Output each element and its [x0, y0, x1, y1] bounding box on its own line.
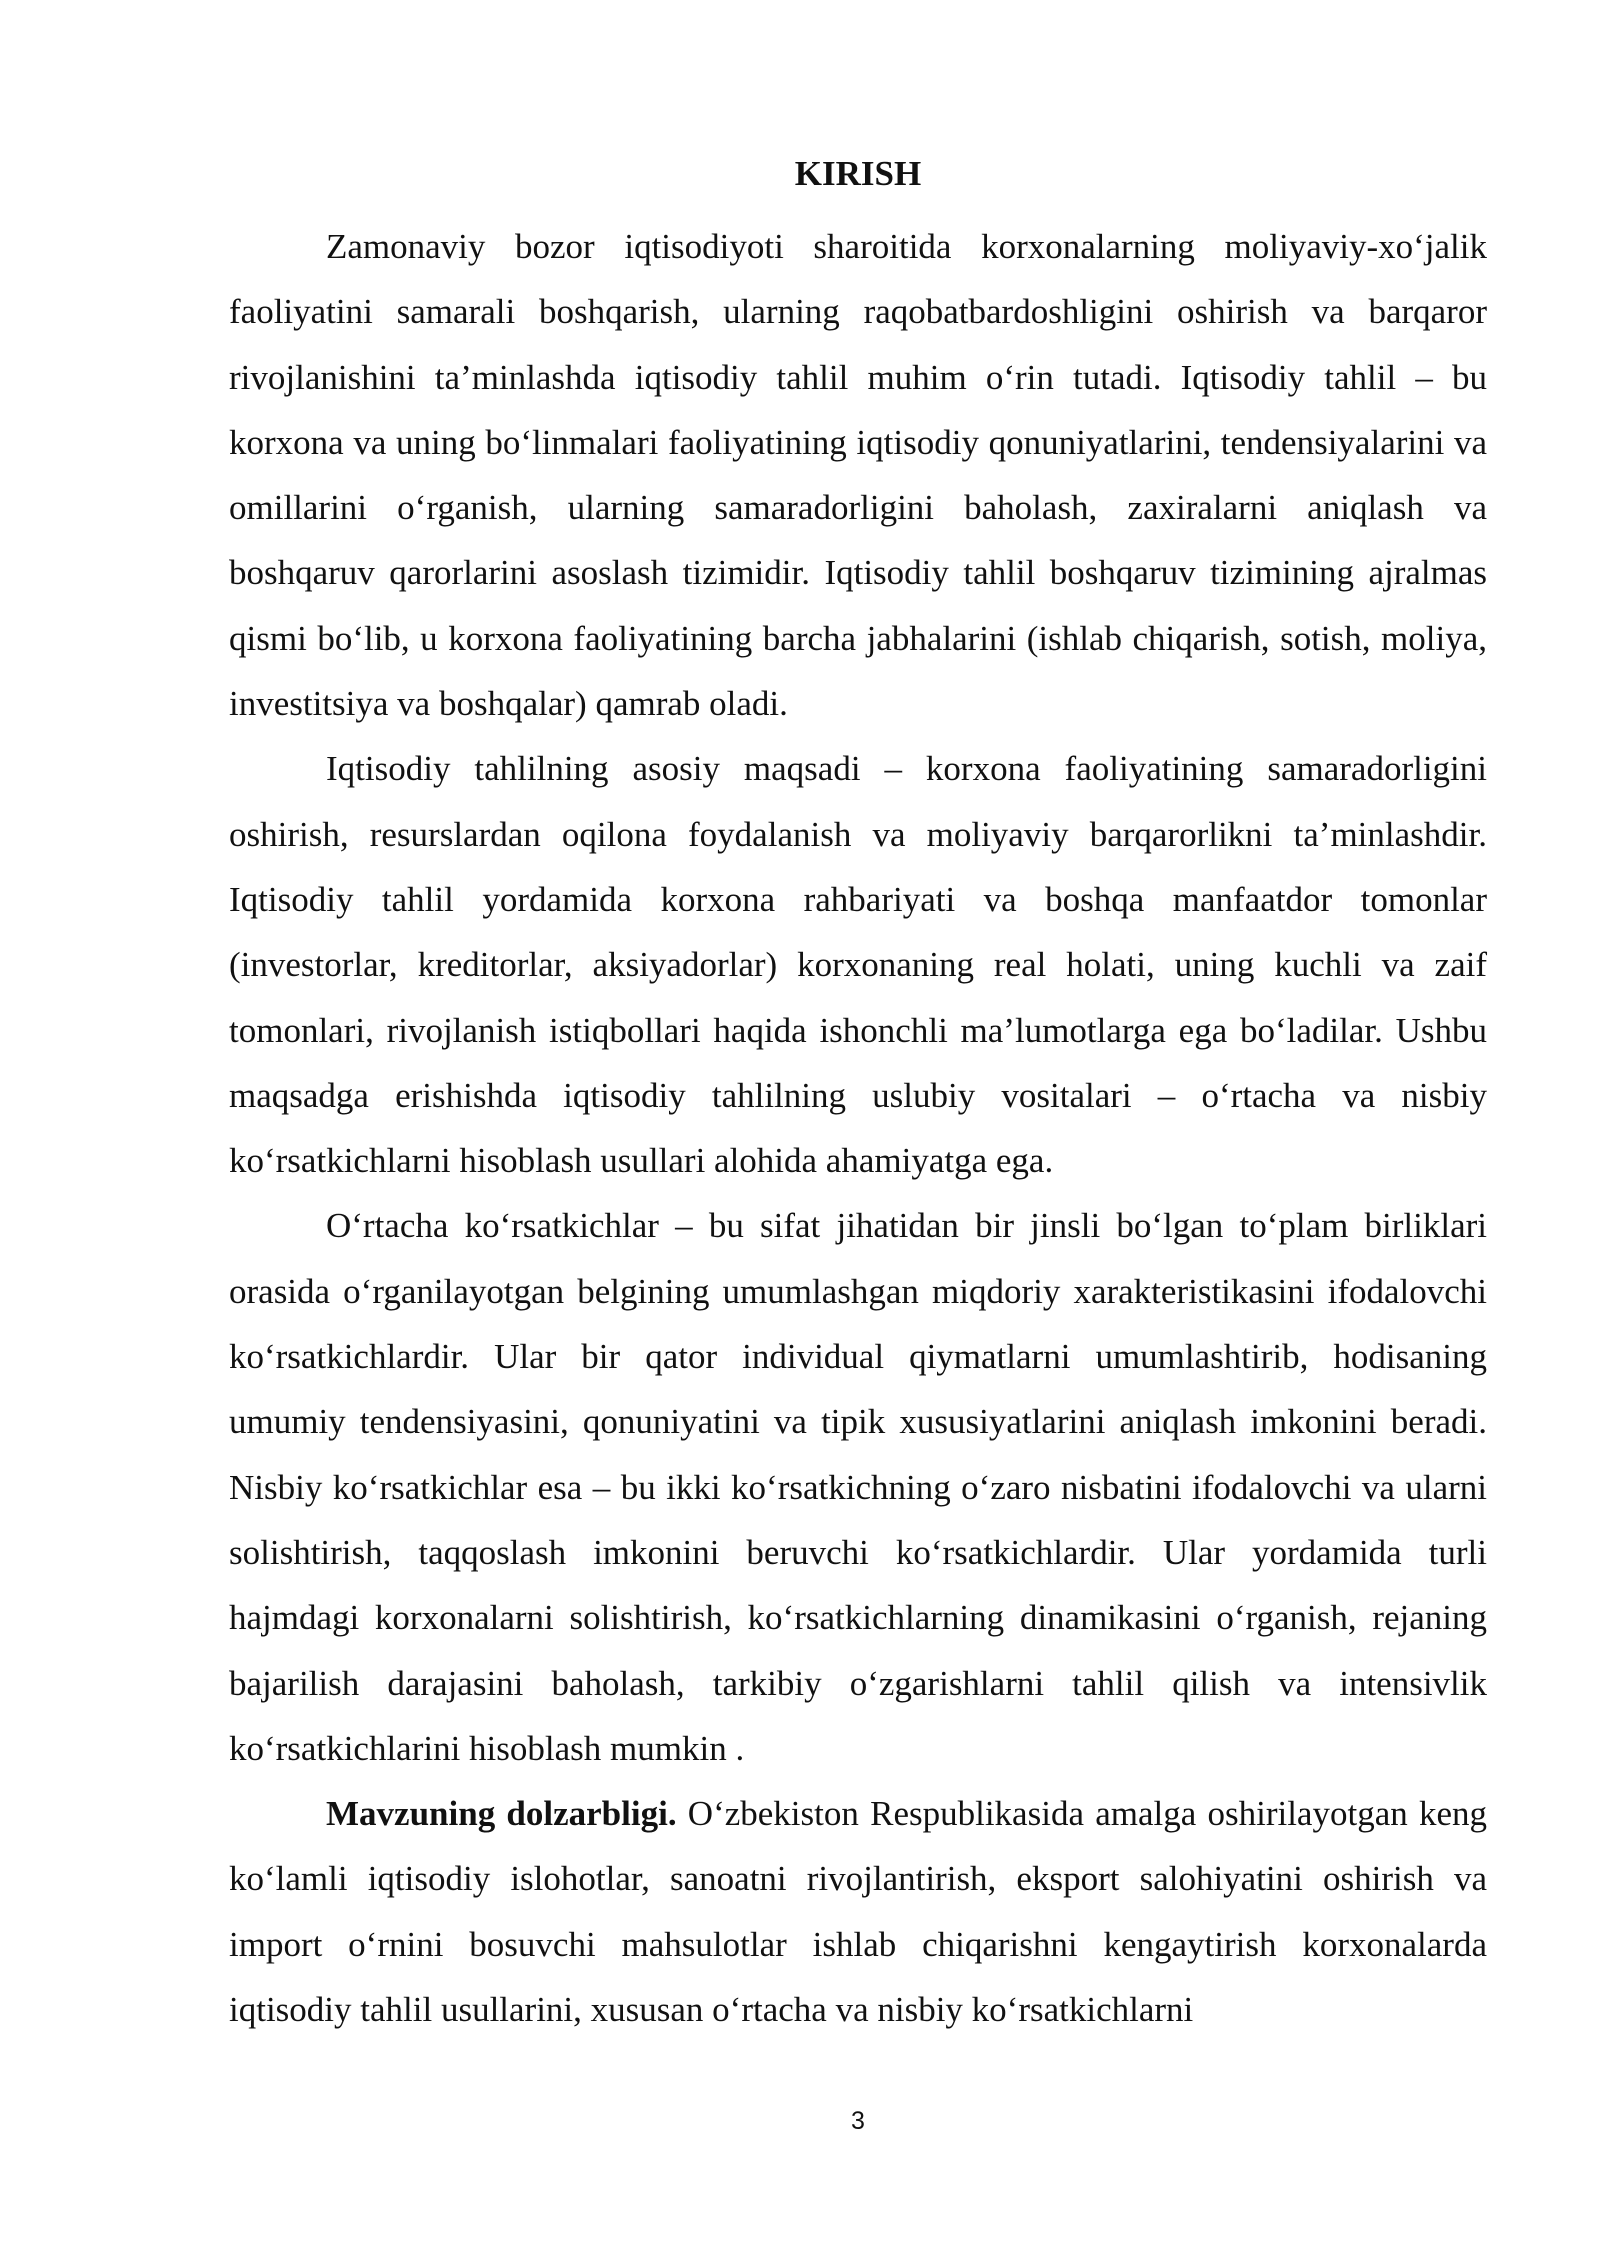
paragraph-lead: Mavzuning dolzarbligi. — [326, 1794, 677, 1834]
paragraph-introduction — [229, 214, 1487, 736]
paragraph-text: O‘zbekiston Respublikasida amalga oshirilayotgan keng ko‘lamli iqtisodiy islohotlar, sanoatni rivojlantirish, eksport salohiyatini oshirish va import o‘rnini bosuvchi mahsulotlar ishlab chiqarishni kengaytirish korxonalarda iqtisodiy tahlil usullarini, xususan o‘rtacha va nisbiy ko‘rsatkichlarni — [229, 1794, 1487, 2030]
paragraph-relevance — [229, 1781, 1487, 2042]
paragraph-text: Iqtisodiy tahlilning asosiy maqsadi – korxona faoliyatining samaradorligini oshirish, resurslardan oqilona foydalanish va moliyaviy barqarorlikni ta’minlashdir. Iqtisodiy tahlil yordamida korxona rahbariyati va boshqa manfaatdor tomonlar (investorlar, kreditorlar, aksiyadorlar) korxonaning real holati, uning kuchli va zaif tomonlari, rivojlanish istiqbollari haqida ishonchli ma’lumotlarga ega bo‘ladilar. Ushbu maqsadga erishishda iqtisodiy tahlilning uslubiy vositalari – o‘rtacha va nisbiy ko‘rsatkichlarni hisoblash usullari alohida ahamiyatga ega. — [229, 749, 1487, 1181]
page-number: 3 — [851, 2107, 865, 2135]
body-text — [229, 214, 1487, 2042]
paragraph-indicators — [229, 1193, 1487, 1781]
section-heading: KIRISH — [794, 154, 922, 193]
paragraph-text: O‘rtacha ko‘rsatkichlar – bu sifat jihatidan bir jinsli bo‘lgan to‘plam birliklari orasida o‘rganilayotgan belgining umumlashgan miqdoriy xarakteristikasini ifodalovchi ko‘rsatkichlardir. Ular bir qator individual qiymatlarni umumlashtirib, hodisaning umumiy tendensiyasini, qonuniyatini va tipik xususiyatlarini aniqlash imkonini beradi. Nisbiy ko‘rsatkichlar esa – bu ikki ko‘rsatkichning o‘zaro nisbatini ifodalovchi va ularni solishtirish, taqqoslash imkonini beruvchi ko‘rsatkichlardir. Ular yordamida turli hajmdagi korxonalarni solishtirish, ko‘rsatkichlarning dinamikasini o‘rganish, rejaning bajarilish darajasini baholash, tarkibiy o‘zgarishlarni tahlil qilish va intensivlik ko‘rsatkichlarini hisoblash mumkin . — [229, 1206, 1487, 1768]
paragraph-text: Zamonaviy bozor iqtisodiyoti sharoitida korxonalarning moliyaviy-xo‘jalik faoliyatini samarali boshqarish, ularning raqobatbardoshligini oshirish va barqaror rivojlanishini ta’minlashda iqtisodiy tahlil muhim o‘rin tutadi. Iqtisodiy tahlil – bu korxona va uning bo‘linmalari faoliyatining iqtisodiy qonuniyatlarini, tendensiyalarini va omillarini o‘rganish, ularning samaradorligini baholash, zaxiralarni aniqlash va boshqaruv qarorlarini asoslash tizimidir. Iqtisodiy tahlil boshqaruv tizimining ajralmas qismi bo‘lib, u korxona faoliyatining barcha jabhalarini (ishlab chiqarish, sotish, moliya, investitsiya va boshqalar) qamrab oladi. — [229, 227, 1487, 724]
paragraph-purpose — [229, 736, 1487, 1193]
